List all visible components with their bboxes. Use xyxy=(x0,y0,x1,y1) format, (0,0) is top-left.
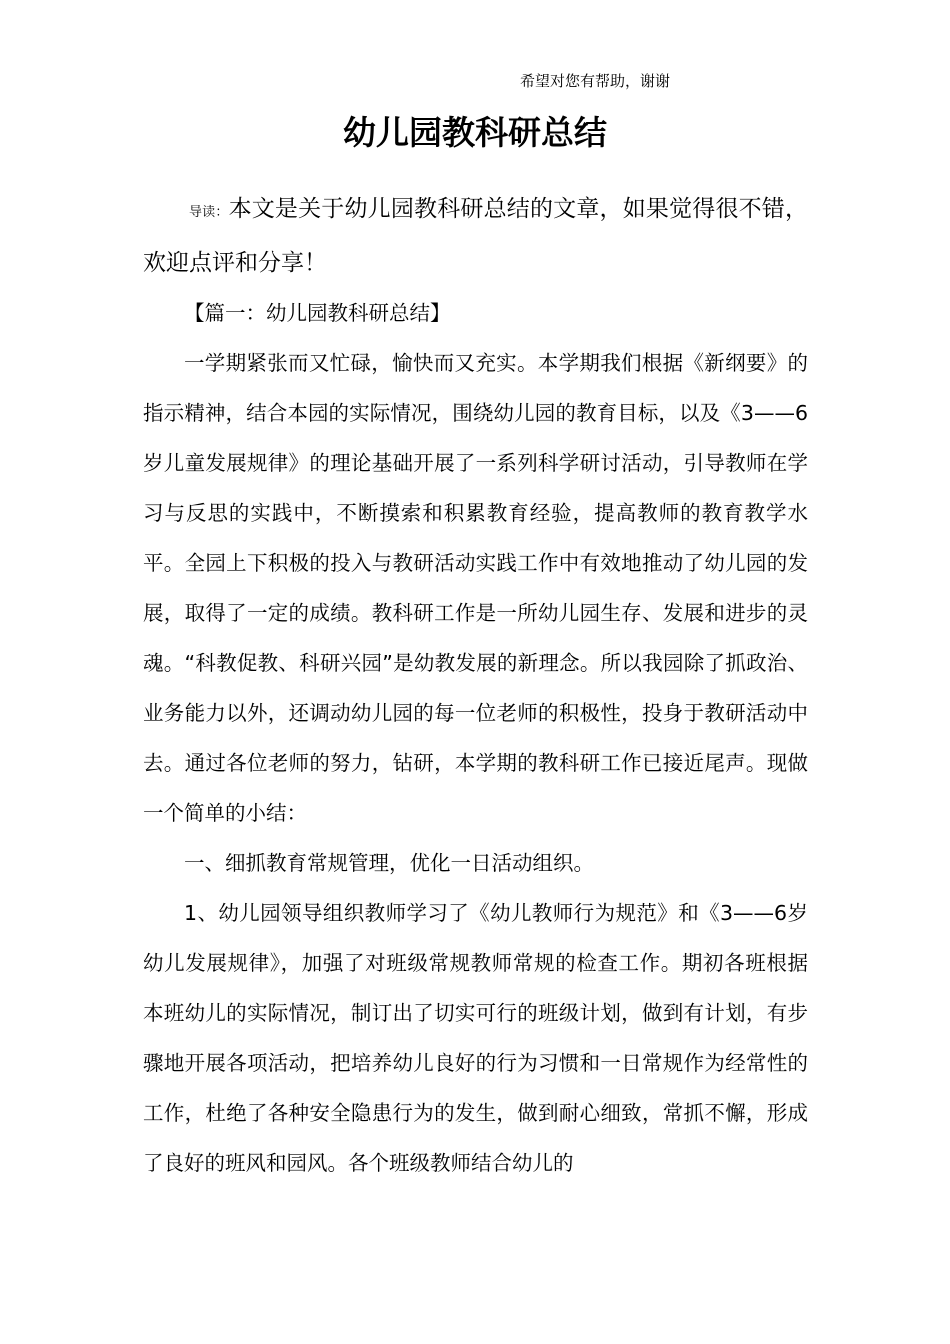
intro-text: 本文是关于幼儿园教科研总结的文章，如果觉得很不错，欢迎点评和分享！ xyxy=(143,196,808,276)
subsection-heading: 一、细抓教育常规管理，优化一日活动组织。 xyxy=(184,851,594,875)
body-paragraph-1: 一学期紧张而又忙碌，愉快而又充实。本学期我们根据《新纲要》的指示精神，结合本园的实际情况，围绕幼儿园的教育目标，以及《3——6岁儿童发展规律》的理论基础开展了一系列科学研讨活动，引导教师在学习与反思的实践中，不断摸索和积累教育经验，提高教师的教育教学水平。全园上下积极的投入与教研活动实践工作中有效地推动了幼儿园的发展，取得了一定的成绩。教科研工作是一所幼儿园生存、发展和进步的灵魂。“科教促教、科研兴园”是幼教发展的新理念。所以我园除了抓政治、业务能力以外，还调动幼儿园的每一位老师的积极性，投身于教研活动中去。通过各位老师的努力，钻研，本学期的教科研工作已接近尾声。现做一个简单的小结： xyxy=(143,351,808,825)
intro-paragraph xyxy=(143,184,808,288)
document-body xyxy=(143,184,808,1188)
section-heading: 【篇一：幼儿园教科研总结】 xyxy=(184,301,451,325)
document-title: 幼儿园教科研总结 xyxy=(343,113,607,152)
body-paragraph-2: 1、幼儿园领导组织教师学习了《幼儿教师行为规范》和《3——6岁幼儿发展规律》，加强了对班级常规教师常规的检查工作。期初各班根据本班幼儿的实际情况，制订出了切实可行的班级计划，做到有计划，有步骤地开展各项活动，把培养幼儿良好的行为习惯和一日常规作为经常性的工作，杜绝了各种安全隐患行为的发生，做到耐心细致，常抓不懈，形成了良好的班风和园风。各个班级教师结合幼儿的 xyxy=(143,901,808,1175)
intro-label: 导读： xyxy=(189,205,229,220)
header-note: 希望对您有帮助，谢谢 xyxy=(520,72,671,90)
